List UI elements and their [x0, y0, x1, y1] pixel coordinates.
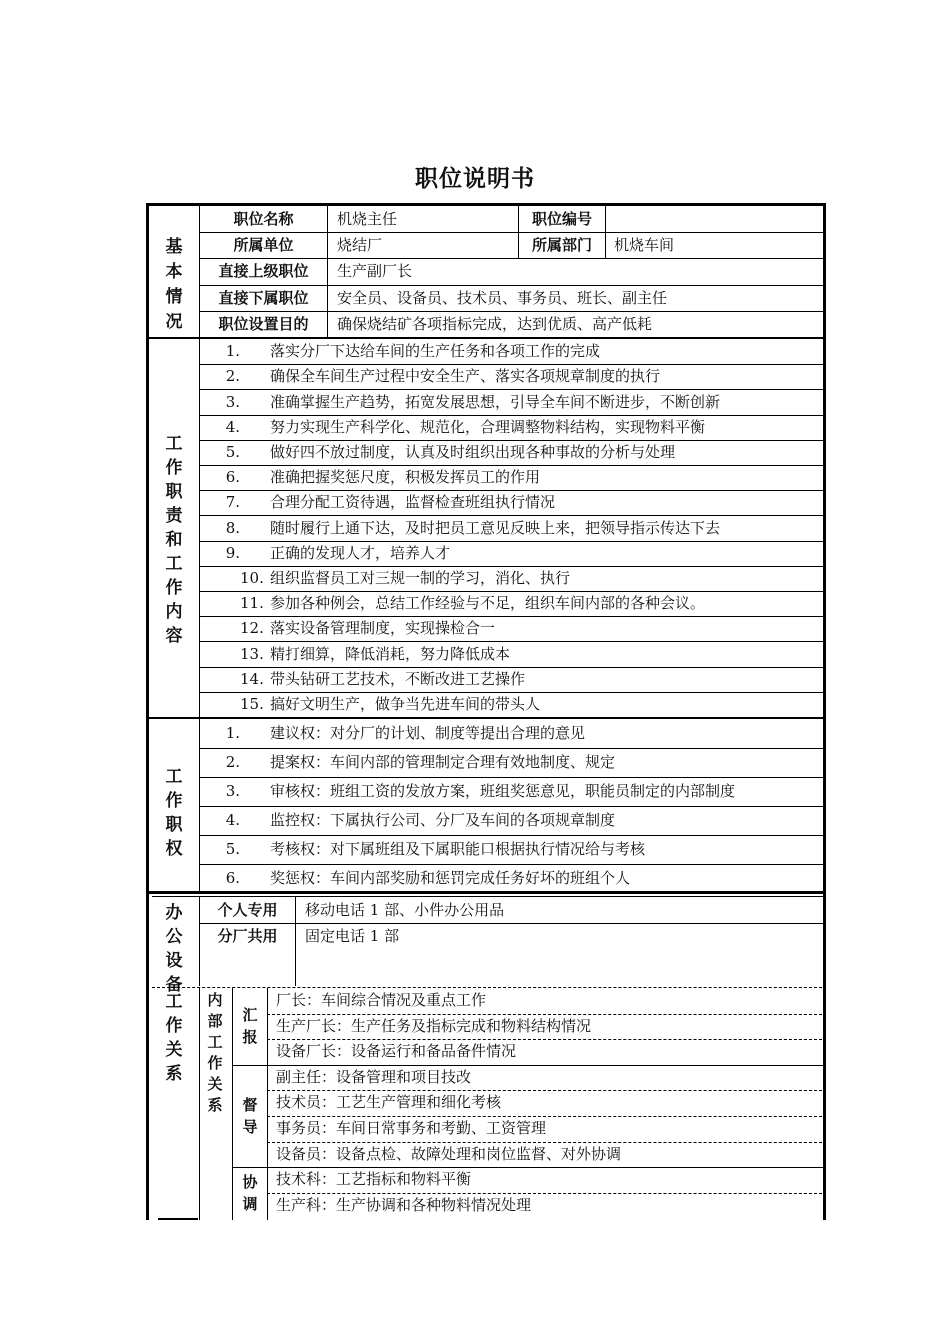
- item-number: 8.: [225, 518, 240, 537]
- item-number: 1.: [225, 342, 240, 361]
- bottom-edge: [158, 1218, 198, 1220]
- item-text: 搞好文明生产，做争当先进车间的带头人: [270, 694, 541, 713]
- relations-group-divider: [267, 988, 268, 1220]
- relation-group-label: 督导: [242, 1096, 258, 1136]
- label-superior: 直接上级职位: [218, 262, 309, 280]
- equipment-label-divider: [295, 897, 296, 986]
- list-item: [200, 779, 735, 804]
- list-item: [200, 616, 495, 641]
- relation-group-label: 汇报: [242, 1006, 258, 1047]
- item-number: 5.: [225, 442, 240, 461]
- list-item: [200, 339, 600, 364]
- item-number: 12.: [240, 619, 264, 638]
- item-number: 13.: [240, 644, 264, 663]
- item-text: 确保全车间生产过程中安全生产、落实各项规章制度的执行: [270, 367, 661, 386]
- item-number: 1.: [225, 724, 240, 742]
- list-item: [200, 440, 675, 465]
- label-subordinates: 直接下属职位: [218, 289, 309, 307]
- item-number: 6.: [225, 869, 240, 887]
- left-border: [146, 203, 149, 1220]
- label-internal-relations: 内部工作关系: [207, 991, 223, 1114]
- label-shared-equipment: 分厂共用: [217, 927, 278, 945]
- list-item: [200, 541, 450, 566]
- item-number: 6.: [225, 468, 240, 487]
- section-label-duties: 工作职责和工作内容: [165, 434, 183, 646]
- list-item: [200, 692, 540, 717]
- item-text: 审核权：班组工资的发放方案，班组奖惩意见，职能员制定的内部制度: [270, 782, 736, 800]
- relation-item: 生产科：生产协调和各种物料情况处理: [276, 1195, 532, 1214]
- list-item: [200, 808, 615, 833]
- value-subordinates: 安全员、设备员、技术员、事务员、班长、副主任: [337, 289, 668, 307]
- item-text: 考核权：对下属班组及下属职能口根据执行情况给与考核: [270, 840, 646, 858]
- item-text: 奖惩权：车间内部奖励和惩罚完成任务好坏的班组个人: [270, 869, 631, 887]
- basic-label-divider: [327, 206, 328, 337]
- section-label-authority: 工作职权: [165, 767, 183, 859]
- item-text: 提案权：车间内部的管理制定合理有效地制度、规定: [270, 753, 616, 771]
- item-text: 正确的发现人才，培养人才: [270, 543, 451, 562]
- item-text: 参加各种例会，总结工作经验与不足，组织车间内部的各种会议。: [270, 594, 706, 613]
- label-unit: 所属单位: [233, 236, 294, 254]
- top-border: [146, 203, 826, 206]
- item-text: 组织监督员工对三规一制的学习，消化、执行: [270, 568, 571, 587]
- row-line: [199, 806, 824, 807]
- item-text: 带头钻研工艺技术，不断改进工艺操作: [270, 669, 526, 688]
- item-text: 努力实现生产科学化、规范化，合理调整物料结构，实现物料平衡: [270, 417, 706, 436]
- section-dash-line: [152, 987, 822, 988]
- page-title: 职位说明书: [415, 166, 535, 192]
- item-text: 监控权：下属执行公司、分厂及车间的各项规章制度: [270, 811, 616, 829]
- relation-item: 设备员：设备点检、故障处理和岗位监督、对外协调: [276, 1144, 622, 1163]
- value-purpose: 确保烧结矿各项指标完成，达到优质、高产低耗: [337, 315, 653, 333]
- item-number: 15.: [240, 694, 264, 713]
- item-text: 落实设备管理制度，实现操检合一: [270, 619, 496, 638]
- label-department: 所属部门: [531, 236, 592, 254]
- row-line: [199, 777, 824, 778]
- label-purpose: 职位设置目的: [218, 315, 309, 333]
- item-number: 2.: [225, 367, 240, 386]
- list-item: [200, 364, 660, 389]
- list-item: [200, 866, 630, 891]
- item-number: 11.: [240, 594, 264, 613]
- list-item: [200, 591, 705, 616]
- item-text: 精打细算，降低消耗，努力降低成本: [270, 644, 511, 663]
- relation-item: 副主任：设备管理和项目技改: [276, 1067, 472, 1086]
- item-text: 合理分配工资待遇，监督检查班组执行情况: [270, 493, 556, 512]
- row-line: [199, 864, 824, 865]
- item-text: 随时履行上通下达，及时把员工意见反映上来，把领导指示传达下去: [270, 518, 721, 537]
- relation-item: 设备厂长：设备运行和备品备件情况: [276, 1042, 517, 1061]
- item-text: 落实分厂下达给车间的生产任务和各项工作的完成: [270, 342, 601, 361]
- item-number: 3.: [225, 782, 240, 800]
- section-label-relations: 工作关系: [165, 992, 183, 1084]
- list-item: [200, 837, 645, 862]
- value-unit: 烧结厂: [337, 236, 383, 254]
- list-item: [200, 642, 510, 667]
- list-item: [200, 667, 525, 692]
- item-number: 4.: [225, 417, 240, 436]
- relation-item: 技术员：工艺生产管理和细化考核: [276, 1093, 502, 1112]
- relation-item: 事务员：车间日常事务和考勤、工资管理: [276, 1119, 547, 1137]
- list-item: [200, 721, 585, 746]
- relation-group-label: 协调: [242, 1172, 258, 1213]
- item-text: 建议权：对分厂的计划、制度等提出合理的意见: [270, 724, 586, 742]
- item-number: 4.: [225, 811, 240, 829]
- value-department: 机烧车间: [614, 236, 675, 254]
- list-item: [200, 390, 720, 415]
- relation-item: 生产厂长：生产任务及指标完成和物料结构情况: [276, 1016, 592, 1035]
- value-superior: 生产副厂长: [337, 262, 413, 280]
- row-line: [199, 748, 824, 749]
- list-item: [200, 490, 555, 515]
- section-label-equipment: 办公设备: [165, 903, 183, 995]
- item-number: 9.: [225, 543, 240, 562]
- label-position-code: 职位编号: [531, 210, 592, 228]
- relations-sub-divider: [232, 988, 233, 1220]
- right-border: [823, 203, 826, 1220]
- section-line-double: [152, 896, 826, 897]
- item-text: 准确把握奖惩尺度，积极发挥员工的作用: [270, 468, 541, 487]
- label-position-name: 职位名称: [233, 210, 294, 228]
- item-number: 7.: [225, 493, 240, 512]
- item-number: 5.: [225, 840, 240, 858]
- item-number: 2.: [225, 753, 240, 771]
- section-label-basic: 基本情况: [165, 237, 183, 332]
- relation-item: 技术科：工艺指标和物料平衡: [276, 1170, 472, 1189]
- item-number: 14.: [240, 669, 264, 688]
- item-text: 做好四不放过制度，认真及时组织出现各种事故的分析与处理: [270, 442, 676, 461]
- item-number: 10.: [240, 568, 264, 587]
- section-line: [149, 891, 826, 894]
- list-item: [200, 516, 720, 541]
- list-item: [200, 415, 705, 440]
- list-item: [200, 750, 615, 775]
- item-number: 3.: [225, 392, 240, 411]
- list-item: [200, 465, 540, 490]
- row-line: [199, 835, 824, 836]
- list-item: [200, 566, 570, 591]
- value-personal-equipment: 移动电话 1 部、小件办公用品: [305, 901, 505, 919]
- item-text: 准确掌握生产趋势，拓宽发展思想，引导全车间不断进步，不断创新: [270, 392, 721, 411]
- label-personal-equipment: 个人专用: [217, 901, 278, 919]
- relations-divider: [199, 988, 200, 1220]
- value-position-name: 机烧主任: [337, 210, 398, 228]
- section-line: [149, 717, 824, 719]
- value-shared-equipment: 固定电话 1 部: [305, 927, 400, 945]
- relation-item: 厂长：车间综合情况及重点工作: [276, 991, 487, 1009]
